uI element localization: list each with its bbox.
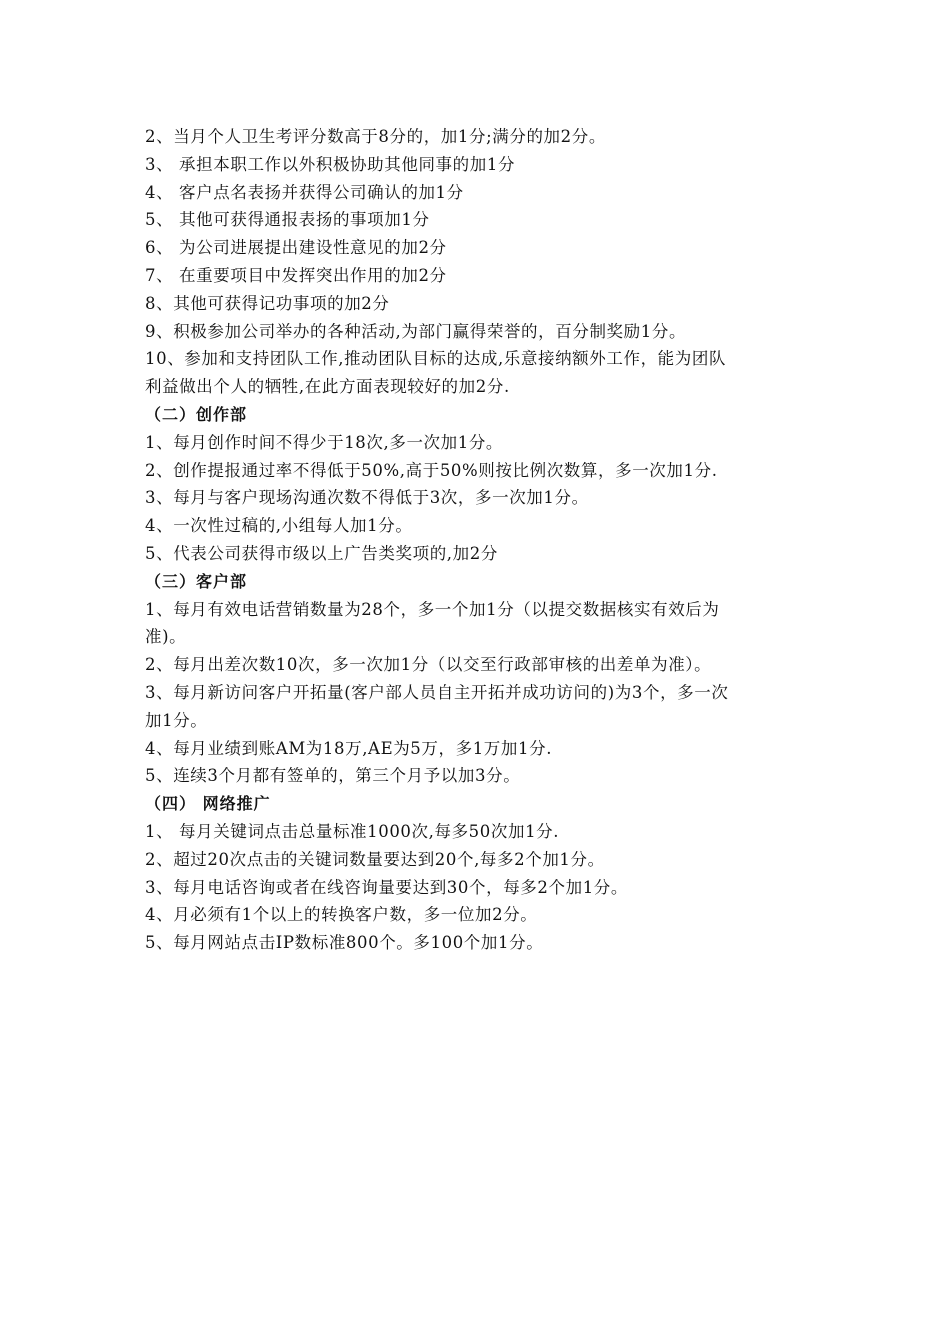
list-item: 8、其他可获得记功事项的加2分 (145, 293, 390, 313)
list-item: 3、每月新访问客户开拓量(客户部人员自主开拓并成功访问的)为3个，多一次 (145, 682, 729, 702)
document-body (145, 123, 817, 957)
list-item: 3、 承担本职工作以外积极协助其他同事的加1分 (145, 154, 516, 174)
list-item: 2、超过20次点击的关键词数量要达到20个,每多2个加1分。 (145, 849, 605, 869)
section-heading-customer: （三）客户部 (145, 571, 248, 591)
list-item: 2、创作提报通过率不得低于50%,高于50%则按比例次数算，多一次加1分. (145, 460, 718, 480)
list-item: 4、月必须有1个以上的转换客户数，多一位加2分。 (145, 905, 538, 925)
section-heading-creative: （二）创作部 (145, 404, 248, 424)
list-item: 10、参加和支持团队工作,推动团队目标的达成,乐意接纳额外工作，能为团队 (145, 349, 727, 369)
list-item: 利益做出个人的牺牲,在此方面表现较好的加2分. (145, 377, 510, 397)
list-item: 1、 每月关键词点击总量标准1000次,每多50次加1分. (145, 821, 560, 841)
list-item: 2、每月出差次数10次，多一次加1分（以交至行政部审核的出差单为准）。 (145, 655, 712, 675)
list-item: 2、当月个人卫生考评分数高于8分的，加1分;满分的加2分。 (145, 127, 606, 146)
list-item: 4、每月业绩到账AM为18万,AE为5万，多1万加1分. (145, 738, 553, 758)
list-item: 3、每月电话咨询或者在线咨询量要达到30个，每多2个加1分。 (145, 877, 628, 897)
section-heading-online-promotion: （四） 网络推广 (145, 794, 271, 814)
list-item: 4、一次性过稿的,小组每人加1分。 (145, 516, 413, 536)
list-item: 准)。 (145, 627, 187, 647)
list-item: 5、代表公司获得市级以上广告类奖项的,加2分 (145, 543, 498, 563)
list-item: 3、每月与客户现场沟通次数不得低于3次，多一次加1分。 (145, 488, 589, 508)
list-item: 9、积极参加公司举办的各种活动,为部门赢得荣誉的，百分制奖励1分。 (145, 321, 687, 341)
list-item: 5、每月网站点击IP数标准800个。多100个加1分。 (145, 933, 544, 953)
list-item: 4、 客户点名表扬并获得公司确认的加1分 (145, 182, 464, 202)
list-item: 5、连续3个月都有签单的，第三个月予以加3分。 (145, 766, 521, 786)
list-item: 5、 其他可获得通报表扬的事项加1分 (145, 210, 430, 230)
list-item: 6、 为公司进展提出建设性意见的加2分 (145, 238, 447, 258)
list-item: 加1分。 (145, 710, 208, 730)
list-item: 1、每月有效电话营销数量为28个，多一个加1分（以提交数据核实有效后为 (145, 599, 720, 619)
list-item: 1、每月创作时间不得少于18次,多一次加1分。 (145, 432, 504, 452)
list-item: 7、 在重要项目中发挥突出作用的加2分 (145, 265, 447, 285)
